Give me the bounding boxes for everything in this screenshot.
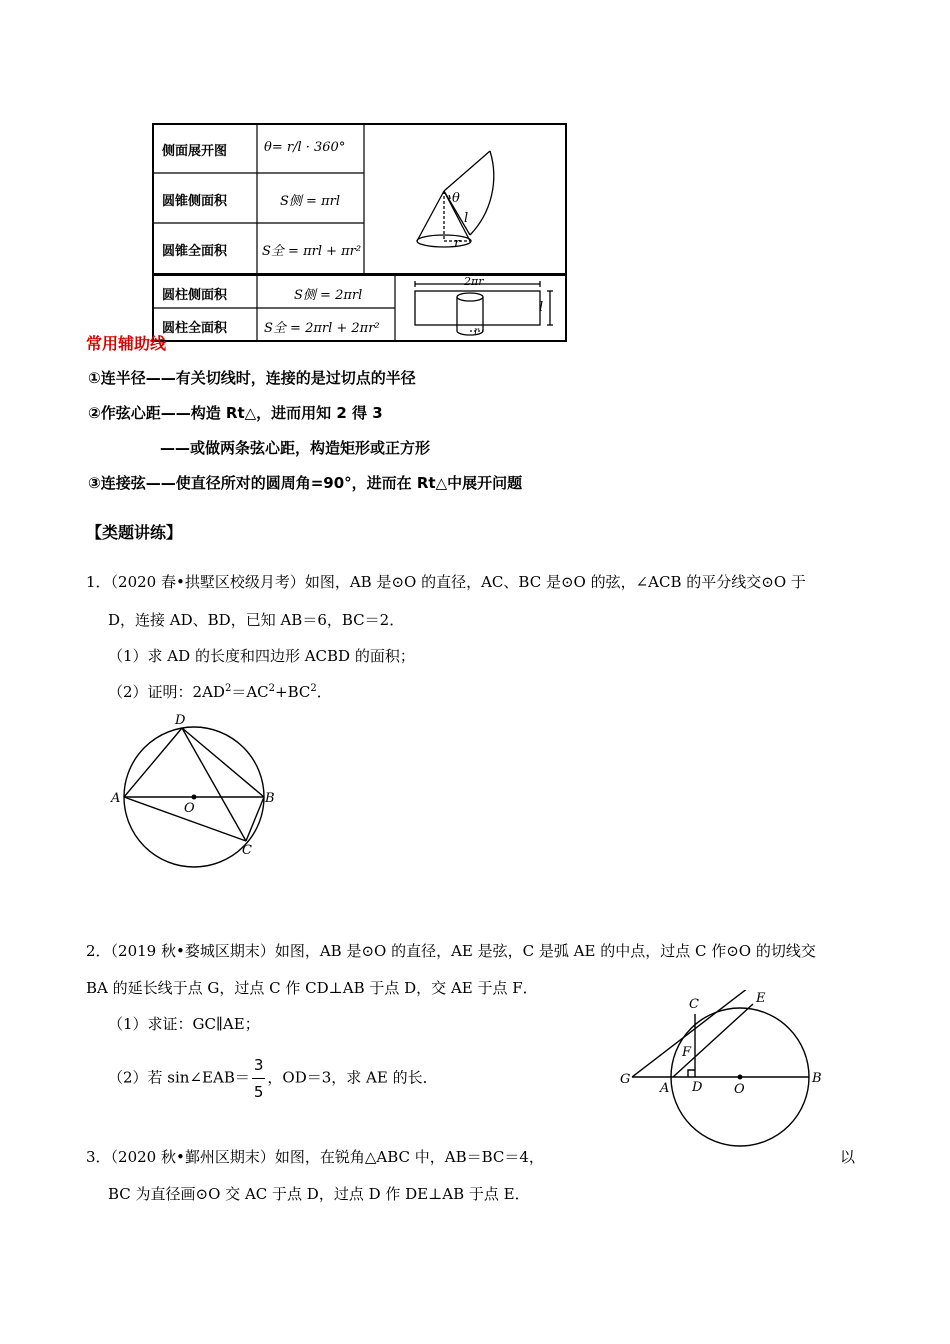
point-label-g: G bbox=[620, 1072, 631, 1087]
point-label-c: C bbox=[689, 997, 699, 1012]
problem-text: （2020 春•拱墅区校级月考）如图，AB 是⊙O 的直径，AC、BC 是⊙O 的弦，∠ACB 的平分线交⊙O 于 bbox=[110, 573, 806, 591]
formula-table bbox=[152, 123, 567, 343]
cone-r-label: r bbox=[454, 236, 461, 251]
fraction bbox=[252, 1052, 266, 1105]
question-text: （1）求 AD 的长度和四边形 ACBD 的面积； bbox=[108, 647, 415, 665]
cyl-circumference-label: 2πr bbox=[464, 275, 484, 288]
aux-tip: ——或做两条弦心距，构造矩形或正方形 bbox=[160, 439, 431, 457]
problem-2-figure bbox=[618, 990, 838, 1160]
aux-tip: ③连接弦——使直径所对的圆周角=90°，进而在 Rt△中展开问题 bbox=[88, 474, 523, 492]
question-text: （2）若 sin∠EAB＝ bbox=[108, 1068, 250, 1087]
superscript: 2 bbox=[310, 683, 317, 694]
point-label-d: D bbox=[175, 713, 186, 728]
question-text: +BC bbox=[275, 683, 311, 701]
table-row-formula: S侧 = 2πrl bbox=[294, 288, 363, 303]
table-row-formula: θ= r/l · 360° bbox=[264, 140, 346, 155]
point-label-f: F bbox=[682, 1045, 692, 1060]
question-text: （1）求证：GC∥AE； bbox=[108, 1015, 260, 1033]
point-label-b: B bbox=[265, 791, 275, 806]
question-text: ＝AC bbox=[231, 683, 269, 701]
problem-text: （2020 秋•鄞州区期末）如图，在锐角△ABC 中，AB＝BC＝4， bbox=[110, 1148, 544, 1166]
aux-tip: ①连半径——有关切线时，连接的是过切点的半径 bbox=[88, 369, 416, 387]
problem-2-line1 bbox=[86, 941, 816, 961]
point-label-a: A bbox=[660, 1081, 670, 1096]
problem-1-line1 bbox=[86, 572, 806, 592]
question-text: ，OD＝3，求 AE 的长． bbox=[267, 1068, 438, 1087]
point-label-e: E bbox=[756, 991, 766, 1006]
section-title: 【类题讲练】 bbox=[86, 523, 183, 542]
problem-text: 以 bbox=[840, 1148, 856, 1166]
fraction-numerator: 3 bbox=[252, 1052, 266, 1079]
table-row-formula: S全 = 2πrl + 2πr² bbox=[264, 321, 380, 336]
question-text-line bbox=[108, 682, 332, 702]
point-label-c: C bbox=[242, 843, 252, 858]
point-label-a: A bbox=[111, 791, 121, 806]
point-label-o: O bbox=[734, 1082, 745, 1097]
table-row-formula: S全 = πrl + πr² bbox=[262, 244, 362, 259]
table-row-name: 圆柱侧面积 bbox=[162, 288, 228, 303]
table-row-name: 圆柱全面积 bbox=[162, 321, 228, 336]
superscript: 2 bbox=[268, 683, 276, 694]
fraction-denominator: 5 bbox=[253, 1083, 264, 1101]
point-label-d: D bbox=[692, 1080, 703, 1095]
question-text: （2）证明：2AD bbox=[108, 683, 225, 701]
problem-3-line1 bbox=[86, 1147, 544, 1167]
cone-theta-label: θ bbox=[452, 191, 460, 206]
problem-text: D，连接 AD、BD，已知 AB＝6，BC＝2． bbox=[108, 611, 405, 629]
point-label-o: O bbox=[184, 801, 195, 816]
table-row-name: 圆锥侧面积 bbox=[162, 194, 228, 209]
problem-text: BA 的延长线于点 G，过点 C 作 CD⊥AB 于点 D，交 AE 于点 F． bbox=[86, 979, 538, 997]
cyl-l-label: l bbox=[539, 300, 544, 315]
table-row-formula: S侧 = πrl bbox=[280, 194, 340, 209]
problem-text: （2019 秋•婺城区期末）如图，AB 是⊙O 的直径，AE 是弦，C 是弧 AE 的中点，过点 C 作⊙O 的切线交 bbox=[110, 942, 816, 960]
question-text-line bbox=[108, 1052, 438, 1105]
problem-1-figure bbox=[108, 708, 288, 868]
problem-number: 1． bbox=[86, 573, 111, 591]
cylinder-net-figure bbox=[415, 281, 553, 335]
problem-number: 2． bbox=[86, 942, 111, 960]
question-text: ． bbox=[316, 683, 332, 701]
superscript: 2 bbox=[224, 683, 232, 694]
cyl-r-label: r bbox=[474, 326, 479, 337]
cone-l-label: l bbox=[464, 211, 469, 226]
aux-tip: ②作弦心距——构造 Rt△，进而用知 2 得 3 bbox=[88, 404, 383, 422]
table-row-name: 圆锥全面积 bbox=[162, 244, 228, 259]
point-label-b: B bbox=[812, 1071, 822, 1086]
aux-lines-title: 常用辅助线 bbox=[86, 334, 167, 353]
problem-text: BC 为直径画⊙O 交 AC 于点 D，过点 D 作 DE⊥AB 于点 E． bbox=[108, 1185, 530, 1203]
problem-number: 3． bbox=[86, 1148, 111, 1166]
table-row-name: 侧面展开图 bbox=[162, 144, 228, 159]
